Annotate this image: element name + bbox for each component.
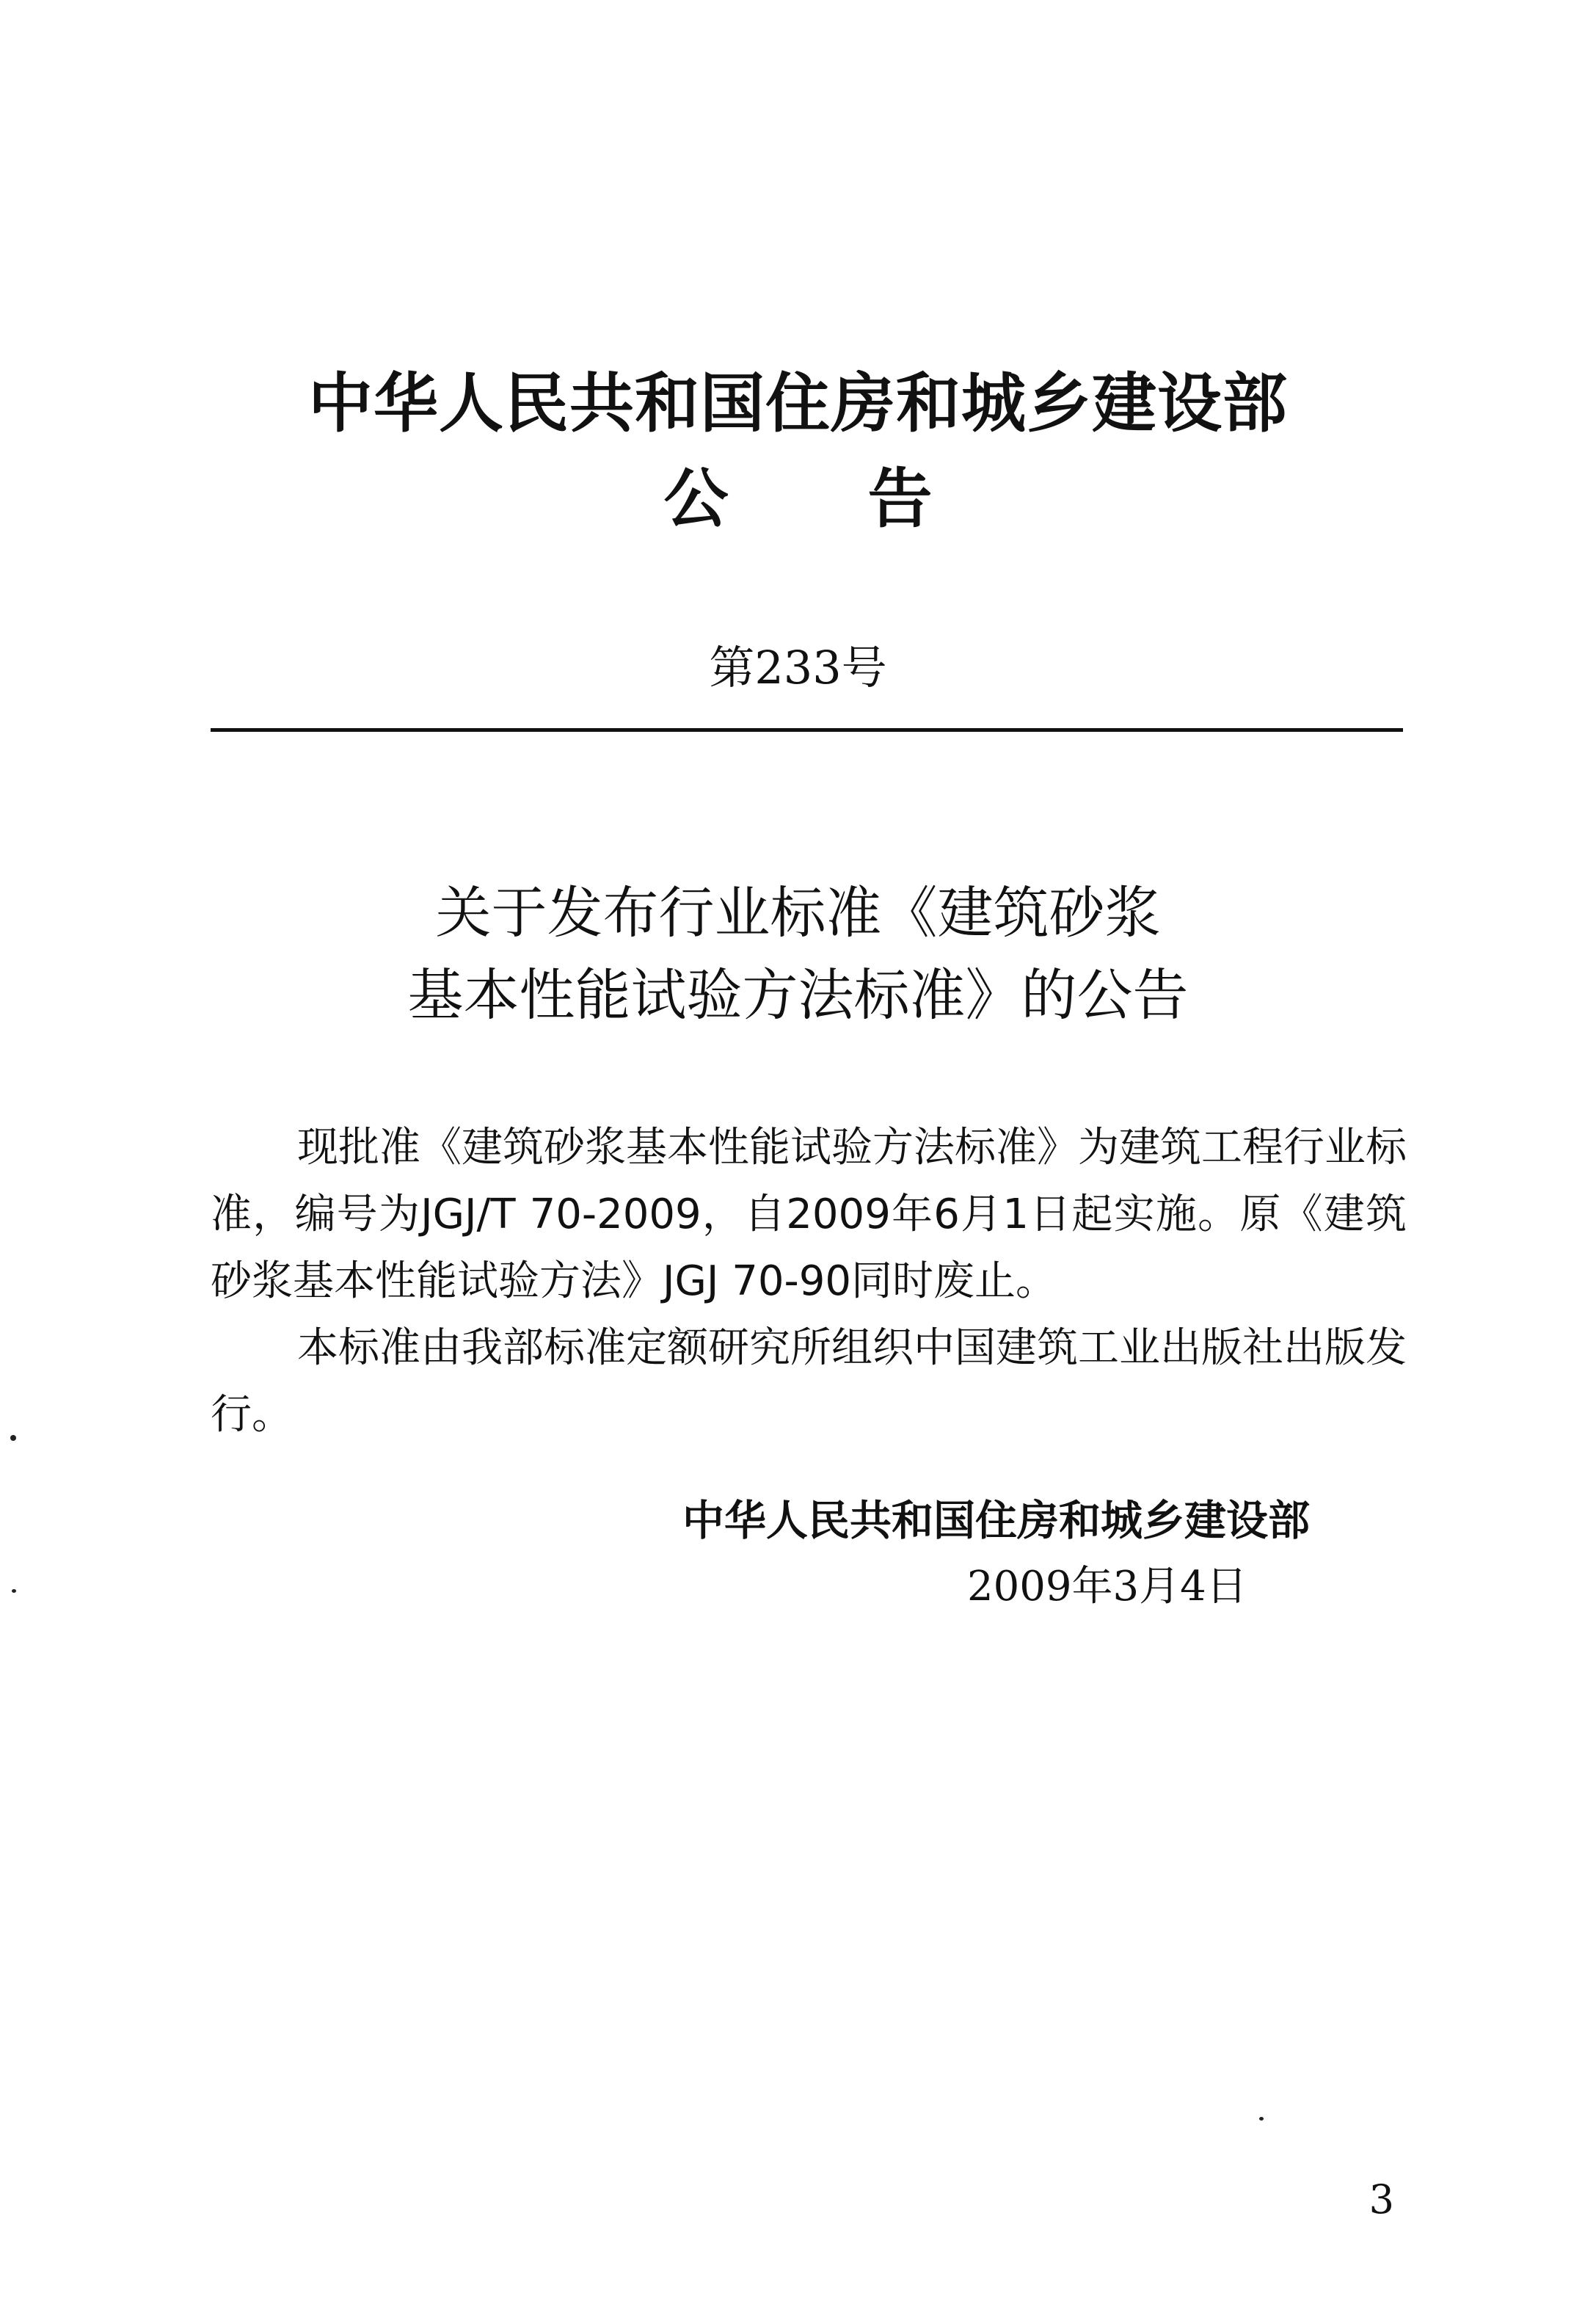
- scan-speck: [10, 1435, 16, 1441]
- notice-number: 第233号: [709, 641, 887, 694]
- scan-speck: [12, 1589, 16, 1593]
- header-divider: [211, 728, 1403, 732]
- body-paragraph-2: 本标准由我部标准定额研究所组织中国建筑工业出版社出版发行。: [211, 1324, 1407, 1439]
- scan-speck: [1259, 2117, 1264, 2121]
- notice-body: [211, 1114, 1407, 1448]
- signature-organization: 中华人民共和国住房和城乡建设部: [682, 1497, 1310, 1545]
- notice-title: 公告: [663, 461, 1072, 537]
- page-number: 3: [1369, 2176, 1394, 2223]
- body-paragraph-1: 现批准《建筑砂浆基本性能试验方法标准》为建筑工程行业标准，编号为JGJ/T 70-2009，自2009年6月1日起实施。原《建筑砂浆基本性能试验方法》JGJ 70-90同时废止。: [211, 1124, 1407, 1305]
- notice-subject: [0, 872, 1596, 1036]
- ministry-title: 中华人民共和国住房和城乡建设部: [307, 366, 1288, 441]
- subject-line-1: 关于发布行业标准《建筑砂浆: [435, 880, 1161, 945]
- signature-date: 2009年3月4日: [967, 1563, 1247, 1610]
- subject-line-2: 基本性能试验方法标准》的公告: [407, 962, 1189, 1028]
